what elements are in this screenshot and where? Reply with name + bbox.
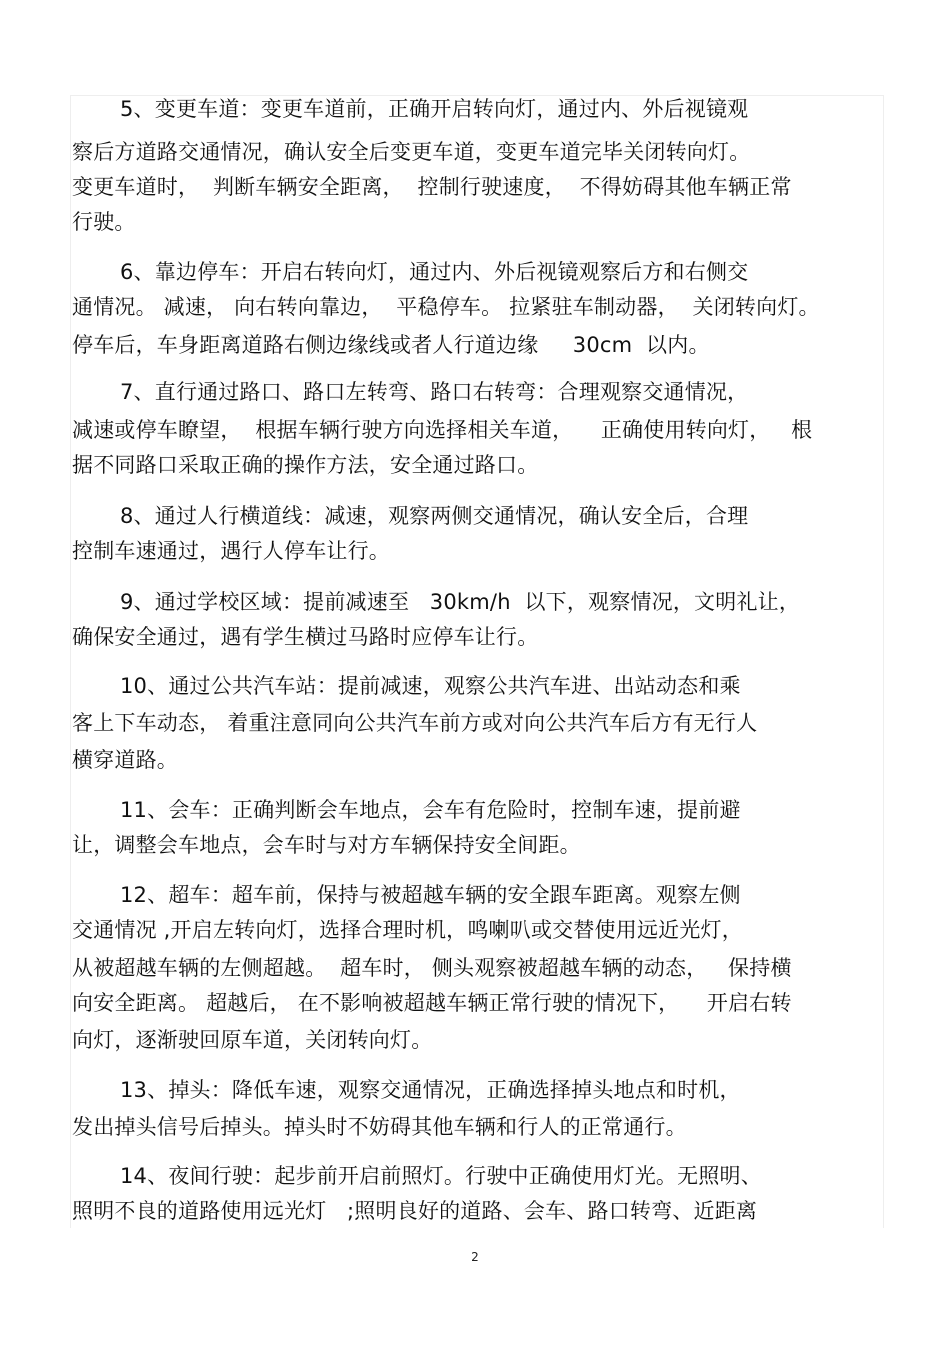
- paragraph-13-line-2: 发出掉头信号后掉头。掉头时不妨碍其他车辆和行人的正常通行。: [72, 1115, 687, 1139]
- page-number: 2: [471, 1250, 479, 1264]
- paragraph-11-line-2: 让，调整会车地点，会车时与对方车辆保持安全间距。: [72, 833, 581, 857]
- paragraph-5-line-4: 行驶。: [72, 210, 136, 234]
- paragraph-10-line-1: 10、通过公共汽车站：提前减速，观察公共汽车进、出站动态和乘: [120, 674, 741, 698]
- paragraph-7-line-2: 减速或停车瞭望， 根据车辆行驶方向选择相关车道， 正确使用转向灯， 根: [72, 418, 813, 442]
- paragraph-11-line-1: 11、会车：正确判断会车地点，会车有危险时，控制车速，提前避: [120, 798, 741, 822]
- paragraph-8-line-1: 8、通过人行横道线：减速，观察两侧交通情况，确认安全后，合理: [120, 504, 749, 528]
- paragraph-10-line-3: 横穿道路。: [72, 748, 178, 772]
- paragraph-10-line-2: 客上下车动态， 着重注意同向公共汽车前方或对向公共汽车后方有无行人: [72, 711, 758, 735]
- paragraph-14-line-1: 14、夜间行驶：起步前开启前照灯。行驶中正确使用灯光。无照明、: [120, 1164, 762, 1188]
- paragraph-8-line-2: 控制车速通过，遇行人停车让行。: [72, 539, 390, 563]
- paragraph-7-line-1: 7、直行通过路口、路口左转弯、路口右转弯：合理观察交通情况，: [120, 380, 749, 404]
- paragraph-9-line-1: 9、通过学校区域：提前减速至 30km/h 以下，观察情况，文明礼让，: [120, 590, 801, 614]
- paragraph-12-line-5: 向灯，逐渐驶回原车道，关闭转向灯。: [72, 1028, 433, 1052]
- paragraph-5-line-1: 5、变更车道：变更车道前，正确开启转向灯，通过内、外后视镜观: [120, 97, 749, 121]
- paragraph-13-line-1: 13、掉头：降低车速，观察交通情况，正确选择掉头地点和时机，: [120, 1078, 741, 1102]
- paragraph-6-line-3: 停车后，车身距离道路右侧边缘线或者人行道边缘 30cm 以内。: [72, 333, 710, 357]
- paragraph-6-line-1: 6、靠边停车：开启右转向灯，通过内、外后视镜观察后方和右侧交: [120, 260, 749, 284]
- paragraph-12-line-1: 12、超车：超车前，保持与被超越车辆的安全跟车距离。观察左侧: [120, 883, 741, 907]
- paragraph-6-line-2: 通情况。 减速， 向右转向靠边， 平稳停车。 拉紧驻车制动器， 关闭转向灯。: [72, 295, 820, 319]
- paragraph-9-line-2: 确保安全通过，遇有学生横过马路时应停车让行。: [72, 625, 539, 649]
- paragraph-14-line-2: 照明不良的道路使用远光灯 ;照明良好的道路、会车、路口转弯、近距离: [72, 1199, 758, 1223]
- paragraph-7-line-3: 据不同路口采取正确的操作方法，安全通过路口。: [72, 453, 539, 477]
- paragraph-12-line-3: 从被超越车辆的左侧超越。 超车时， 侧头观察被超越车辆的动态， 保持横: [72, 956, 792, 980]
- paragraph-5-line-2: 察后方道路交通情况，确认安全后变更车道，变更车道完毕关闭转向灯。: [72, 140, 751, 164]
- paragraph-12-line-2: 交通情况 ,开启左转向灯，选择合理时机，鸣喇叭或交替使用远近光灯，: [72, 918, 743, 942]
- paragraph-5-line-3: 变更车道时， 判断车辆安全距离， 控制行驶速度， 不得妨碍其他车辆正常: [72, 175, 792, 199]
- paragraph-12-line-4: 向安全距离。 超越后， 在不影响被超越车辆正常行驶的情况下， 开启右转: [72, 991, 792, 1015]
